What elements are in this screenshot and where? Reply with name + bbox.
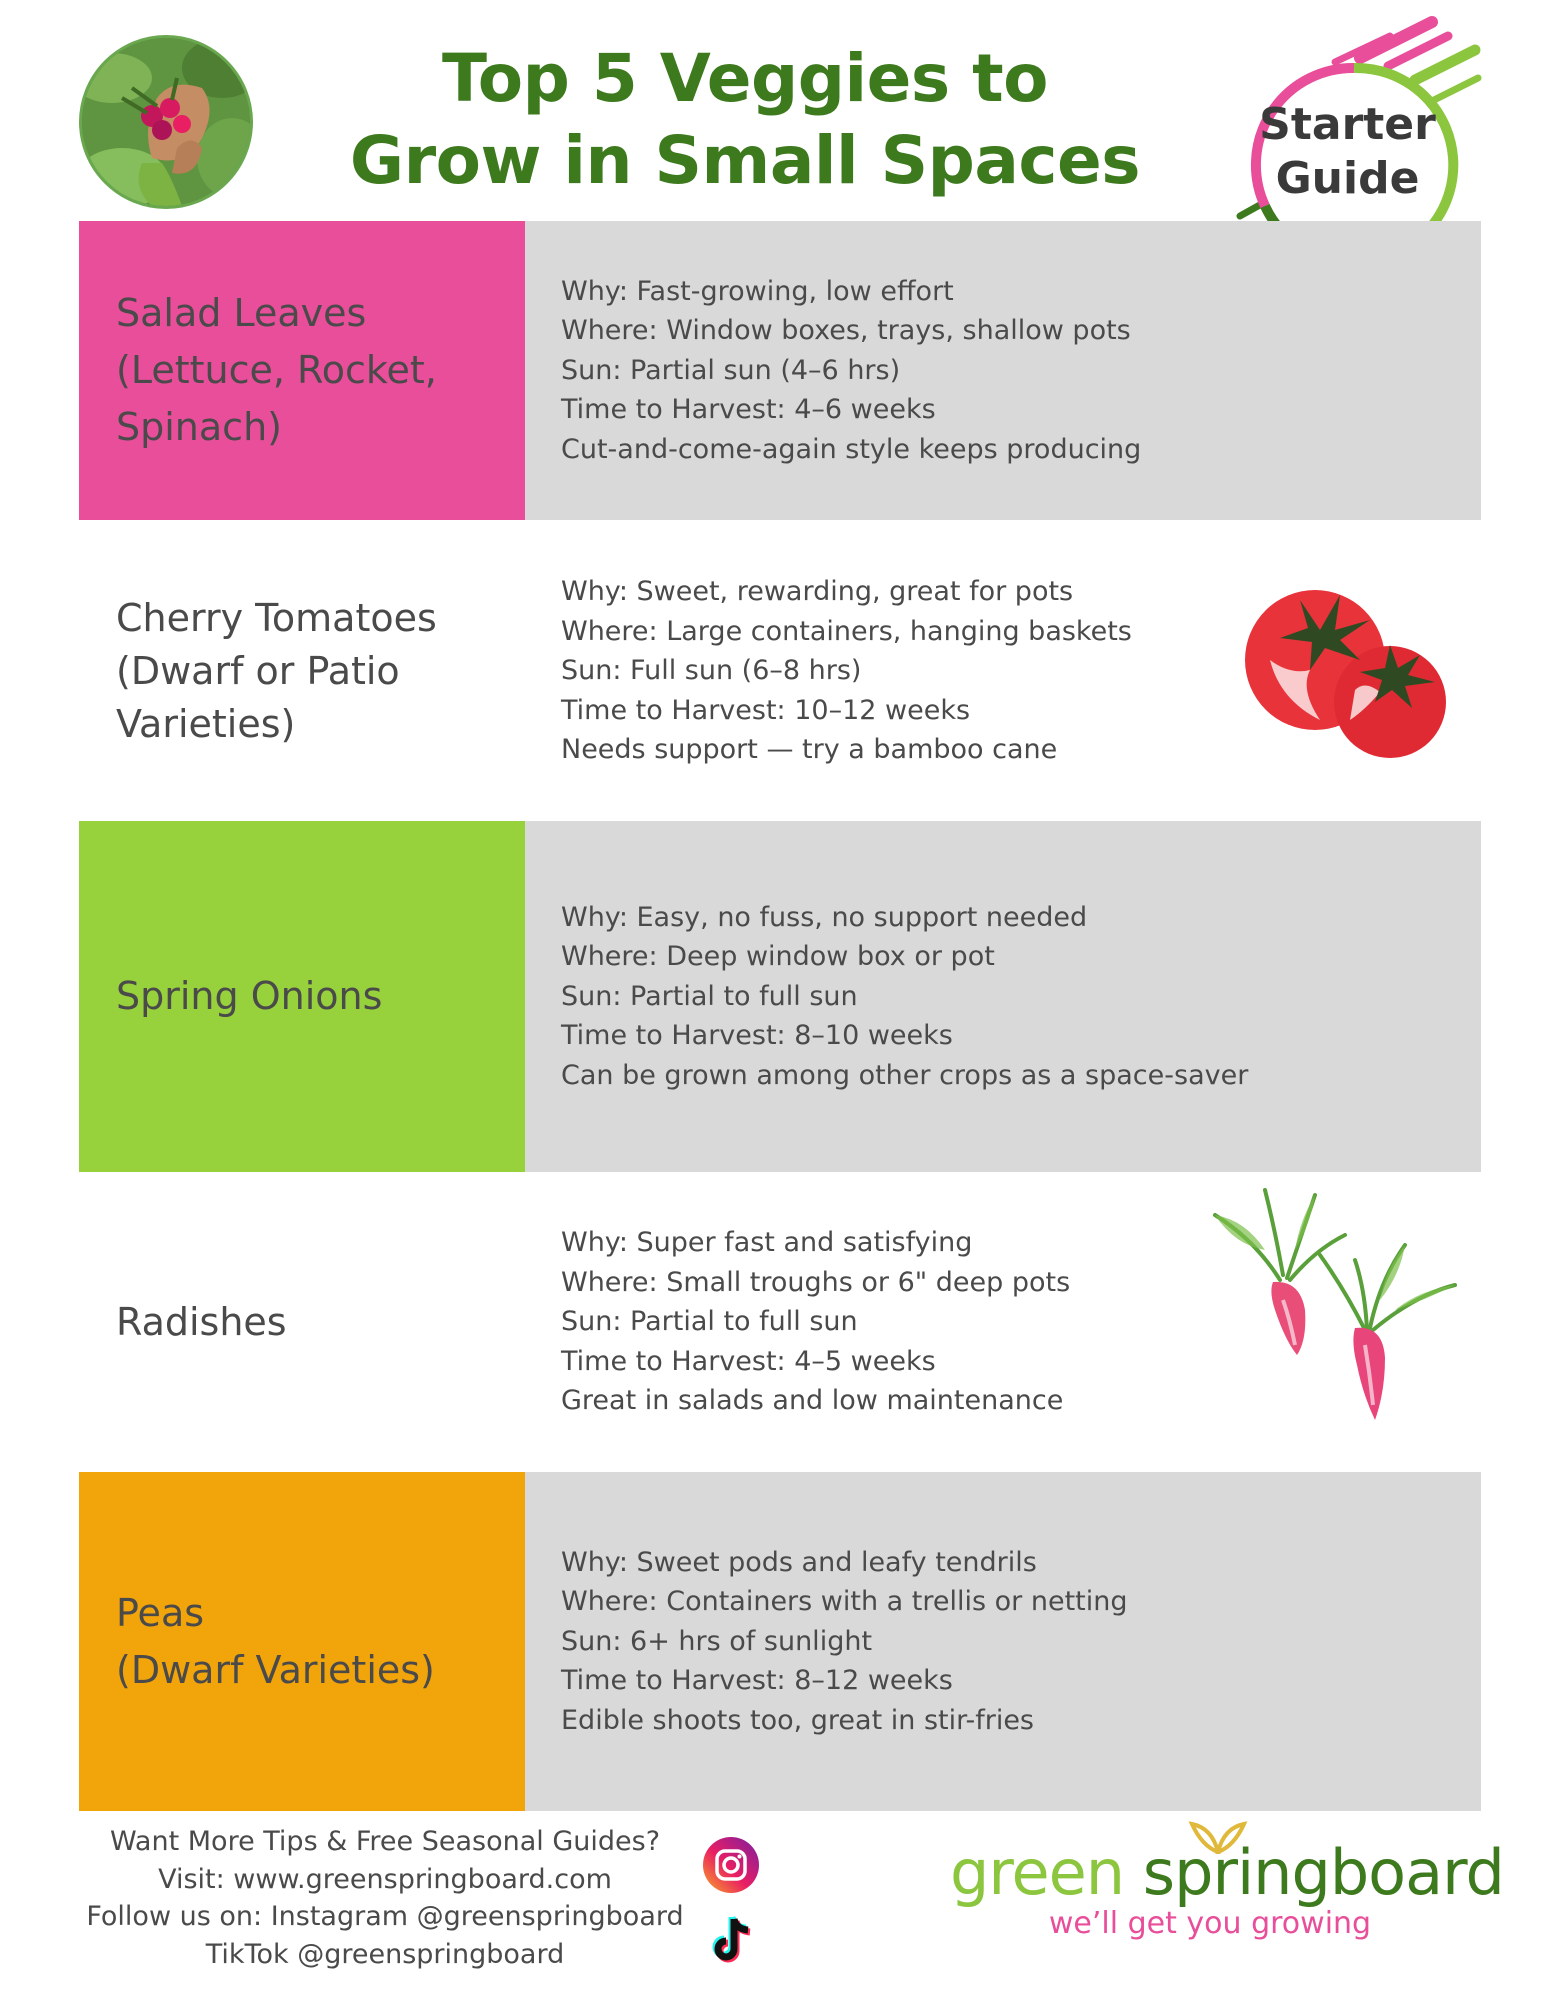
tiktok-icon[interactable] xyxy=(708,1915,754,1967)
detail-sun: Sun: 6+ hrs of sunlight xyxy=(561,1625,873,1657)
veggie-name-line: Cherry Tomatoes xyxy=(116,595,437,640)
veggie-name-line: Radishes xyxy=(116,1299,287,1344)
sprout-icon xyxy=(1188,1816,1248,1854)
title-line-1: Top 5 Veggies to xyxy=(442,40,1048,117)
radish-harvest-photo xyxy=(79,35,253,209)
veggie-details xyxy=(525,221,1481,520)
detail-harvest: Time to Harvest: 10–12 weeks xyxy=(561,694,971,726)
detail-harvest: Time to Harvest: 4–6 weeks xyxy=(561,394,936,426)
veggie-name-line: (Lettuce, Rocket, xyxy=(116,348,437,392)
veggie-name-line: Peas xyxy=(116,1590,205,1635)
detail-sun: Sun: Full sun (6–8 hrs) xyxy=(561,655,862,687)
title-line-2: Grow in Small Spaces xyxy=(349,122,1141,199)
veggie-name-line: (Dwarf Varieties) xyxy=(116,1647,435,1692)
detail-tip: Needs support — try a bamboo cane xyxy=(561,734,1058,766)
footer-info xyxy=(85,1823,685,1973)
footer-website[interactable]: Visit: www.greenspringboard.com xyxy=(158,1863,612,1895)
brand-name-springboard: springboard xyxy=(1142,1836,1504,1909)
veggie-row-spring-onions xyxy=(79,821,1481,1172)
detail-why: Why: Fast-growing, low effort xyxy=(561,275,954,307)
detail-why: Why: Easy, no fuss, no support needed xyxy=(561,901,1088,933)
brand-tagline: we’ll get you growing xyxy=(1048,1906,1372,1941)
veggie-name-line: Spring Onions xyxy=(116,974,383,1018)
veggie-name xyxy=(79,1472,525,1811)
tomato-illustration xyxy=(1240,580,1455,760)
detail-sun: Sun: Partial sun (4–6 hrs) xyxy=(561,354,901,386)
footer-cta: Want More Tips & Free Seasonal Guides? xyxy=(109,1826,661,1857)
brand-name-green: green xyxy=(950,1836,1125,1909)
footer-instagram[interactable]: Follow us on: Instagram @greenspringboard xyxy=(86,1901,684,1932)
detail-harvest: Time to Harvest: 8–12 weeks xyxy=(561,1665,953,1697)
veggie-name xyxy=(79,1172,525,1472)
badge-line-2: Guide xyxy=(1275,153,1420,204)
detail-tip: Cut-and-come-again style keeps producing xyxy=(561,433,1142,465)
detail-sun: Sun: Partial to full sun xyxy=(561,980,858,1012)
veggie-name xyxy=(79,821,525,1172)
veggie-details xyxy=(525,821,1481,1172)
veggie-name-line: Salad Leaves xyxy=(116,291,367,335)
veggie-row-peas xyxy=(79,1472,1481,1811)
veggie-name xyxy=(79,521,525,821)
starter-guide-label xyxy=(1245,98,1450,206)
instagram-icon[interactable] xyxy=(702,1836,760,1894)
radish-illustration xyxy=(1205,1180,1460,1435)
veggie-details xyxy=(525,1472,1481,1811)
detail-sun: Sun: Partial to full sun xyxy=(561,1306,858,1338)
brand-logo xyxy=(950,1836,1504,1942)
badge-line-1: Starter xyxy=(1259,99,1436,150)
detail-why: Why: Sweet pods and leafy tendrils xyxy=(561,1546,1037,1578)
footer-tiktok[interactable]: TikTok @greenspringboard xyxy=(205,1938,565,1970)
detail-harvest: Time to Harvest: 8–10 weeks xyxy=(561,1020,953,1052)
detail-why: Why: Super fast and satisfying xyxy=(561,1227,973,1259)
detail-where: Where: Small troughs or 6" deep pots xyxy=(561,1266,1071,1298)
detail-why: Why: Sweet, rewarding, great for pots xyxy=(561,576,1074,608)
veggie-name xyxy=(79,221,525,520)
detail-tip: Edible shoots too, great in stir-fries xyxy=(561,1704,1035,1736)
detail-where: Where: Window boxes, trays, shallow pots xyxy=(561,315,1131,347)
veggie-row-salad-leaves xyxy=(79,221,1481,520)
detail-where: Where: Deep window box or pot xyxy=(561,941,995,973)
veggie-name-line: (Dwarf or Patio xyxy=(116,648,400,693)
detail-tip: Great in salads and low maintenance xyxy=(561,1385,1064,1417)
page-title xyxy=(330,38,1160,202)
detail-harvest: Time to Harvest: 4–5 weeks xyxy=(561,1345,936,1377)
veggie-name-line: Varieties) xyxy=(116,701,296,746)
detail-tip: Can be grown among other crops as a space-saver xyxy=(561,1059,1249,1091)
veggie-name-line: Spinach) xyxy=(116,405,282,449)
detail-where: Where: Containers with a trellis or netting xyxy=(561,1586,1128,1618)
detail-where: Where: Large containers, hanging baskets xyxy=(561,615,1132,647)
